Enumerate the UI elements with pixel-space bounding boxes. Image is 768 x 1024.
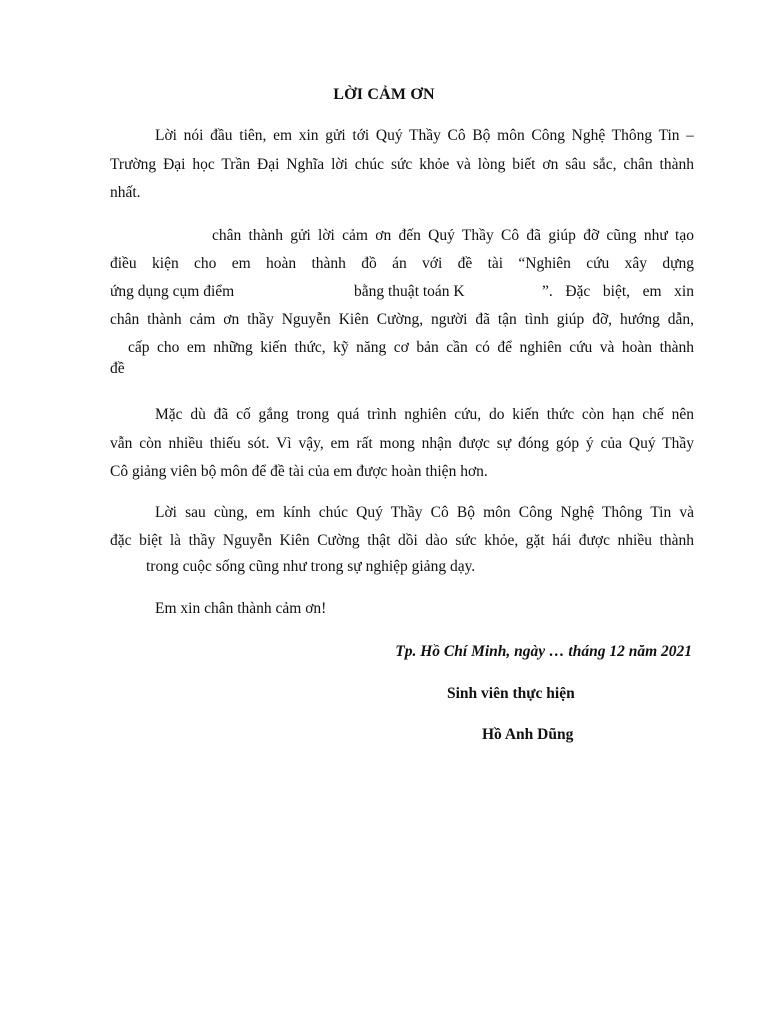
paragraph-1-line-2: Trường Đại học Trần Đại Nghĩa lời chúc sức khỏe và lòng biết ơn sâu sắc, chân thành [110, 156, 694, 173]
paragraph-2-line-4: chân thành cảm ơn thầy Nguyễn Kiên Cường, người đã tận tình giúp đỡ, hướng dẫn, [110, 311, 694, 328]
page-title: LỜI CẢM ƠN [333, 86, 435, 103]
paragraph-4-line-2: đặc biệt là thầy Nguyễn Kiên Cường thật dồi dào sức khỏe, gặt hái được nhiều thành [110, 532, 694, 549]
paragraph-2-line-6: đề [110, 360, 125, 377]
paragraph-2-line-3-part-c: ”. Đặc biệt, em xin [542, 283, 694, 300]
paragraph-2-line-5: cấp cho em những kiến thức, kỹ năng cơ bản cần có để nghiên cứu và hoàn thành [128, 339, 694, 356]
paragraph-3-line-2: vẫn còn nhiều thiếu sót. Vì vậy, em rất mong nhận được sự đóng góp ý của Quý Thầy [110, 435, 694, 452]
paragraph-4-line-3: trong cuộc sống cũng như trong sự nghiệp giảng dạy. [146, 558, 476, 575]
date-line: Tp. Hồ Chí Minh, ngày … tháng 12 năm 2021 [395, 643, 692, 660]
paragraph-1-line-3: nhất. [110, 184, 141, 201]
paragraph-2-line-1: chân thành gửi lời cảm ơn đến Quý Thầy Cô đã giúp đỡ cũng như tạo [212, 227, 694, 244]
paragraph-3-line-1: Mặc dù đã cố gắng trong quá trình nghiên cứu, do kiến thức còn hạn chế nên [155, 406, 694, 423]
closing-line: Em xin chân thành cảm ơn! [155, 600, 327, 617]
paragraph-3-line-3: Cô giảng viên bộ môn để đề tài của em được hoàn thiện hơn. [110, 463, 488, 480]
signer-name: Hồ Anh Dũng [482, 726, 574, 743]
paragraph-2-line-3-part-a: ứng dụng cụm điểm [110, 283, 235, 300]
paragraph-2-line-3-part-b: bằng thuật toán K [354, 283, 465, 300]
paragraph-1-line-1: Lời nói đầu tiên, em xin gửi tới Quý Thầy Cô Bộ môn Công Nghệ Thông Tin – [155, 127, 694, 144]
paragraph-4-line-1: Lời sau cùng, em kính chúc Quý Thầy Cô Bộ môn Công Nghệ Thông Tin và [155, 504, 694, 521]
signer-role: Sinh viên thực hiện [447, 685, 575, 702]
paragraph-2-line-2: điều kiện cho em hoàn thành đồ án với đề tài “Nghiên cứu xây dựng [110, 255, 694, 272]
